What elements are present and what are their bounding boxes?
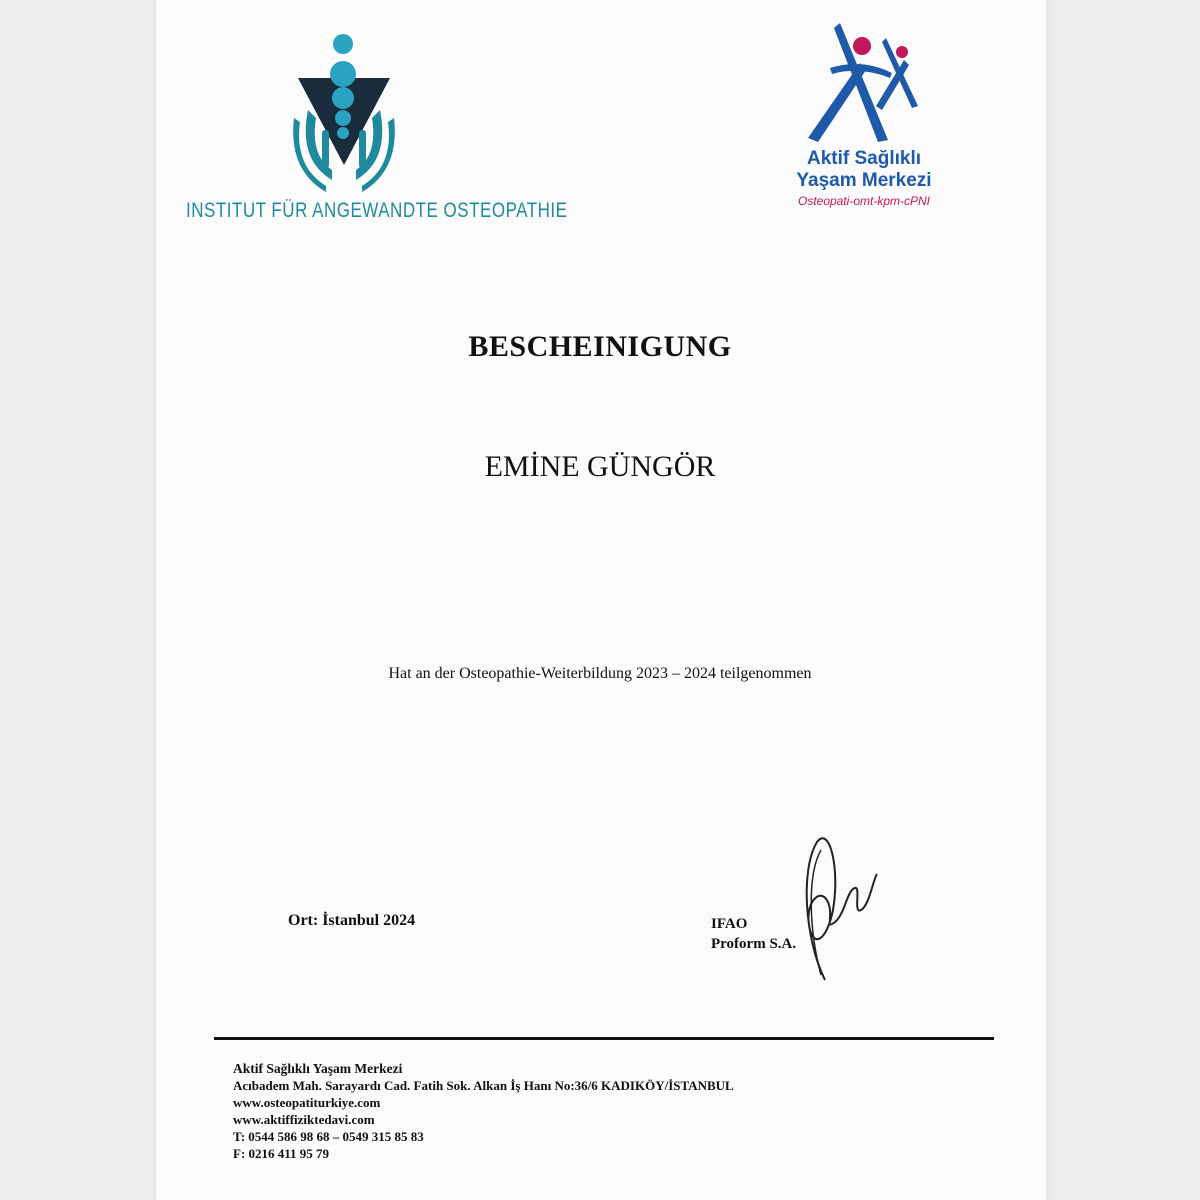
right-logo-name (778, 148, 950, 192)
left-logo-text: INSTITUT FÜR ANGEWANDTE OSTEOPATHIE (186, 198, 568, 222)
place-date: Ort: İstanbul 2024 (288, 912, 416, 929)
aktif-saglikli-logo (800, 18, 925, 148)
right-logo-name-line2: Yaşam Merkezi (796, 170, 932, 191)
right-logo-subtitle: Osteopati-omt-kpm-cPNI (797, 194, 931, 208)
footer-fax: F: 0216 411 95 79 (233, 1146, 330, 1161)
footer-website-1[interactable]: www.osteopatiturkiye.com (233, 1095, 381, 1110)
handwritten-signature (795, 830, 880, 985)
footer-phone: T: 0544 586 98 68 – 0549 315 85 83 (233, 1129, 424, 1144)
footer-address: Acıbadem Mah. Sarayardı Cad. Fatih Sok. Alkan İş Hanı No:36/6 KADIKÖY/İSTANBUL (233, 1078, 734, 1093)
right-logo-name-line1: Aktif Sağlıklı (806, 148, 922, 169)
participation-statement: Hat an der Osteopathie-Weiterbildung 2023 – 2024 teilgenommen (388, 665, 812, 682)
footer-company-name: Aktif Sağlıklı Yaşam Merkezi (233, 1061, 403, 1076)
footer-divider (214, 1037, 994, 1040)
osteopathy-institute-logo (280, 30, 410, 200)
issuer-line2: Proform S.A. (711, 936, 797, 952)
footer-contact (233, 1060, 734, 1162)
recipient-name: EMİNE GÜNGÖR (484, 450, 716, 483)
issuer-block (711, 914, 796, 954)
certificate-title: BESCHEINIGUNG (468, 330, 732, 363)
issuer-line1: IFAO (711, 916, 748, 932)
footer-website-2[interactable]: www.aktiffiziktedavi.com (233, 1112, 375, 1127)
